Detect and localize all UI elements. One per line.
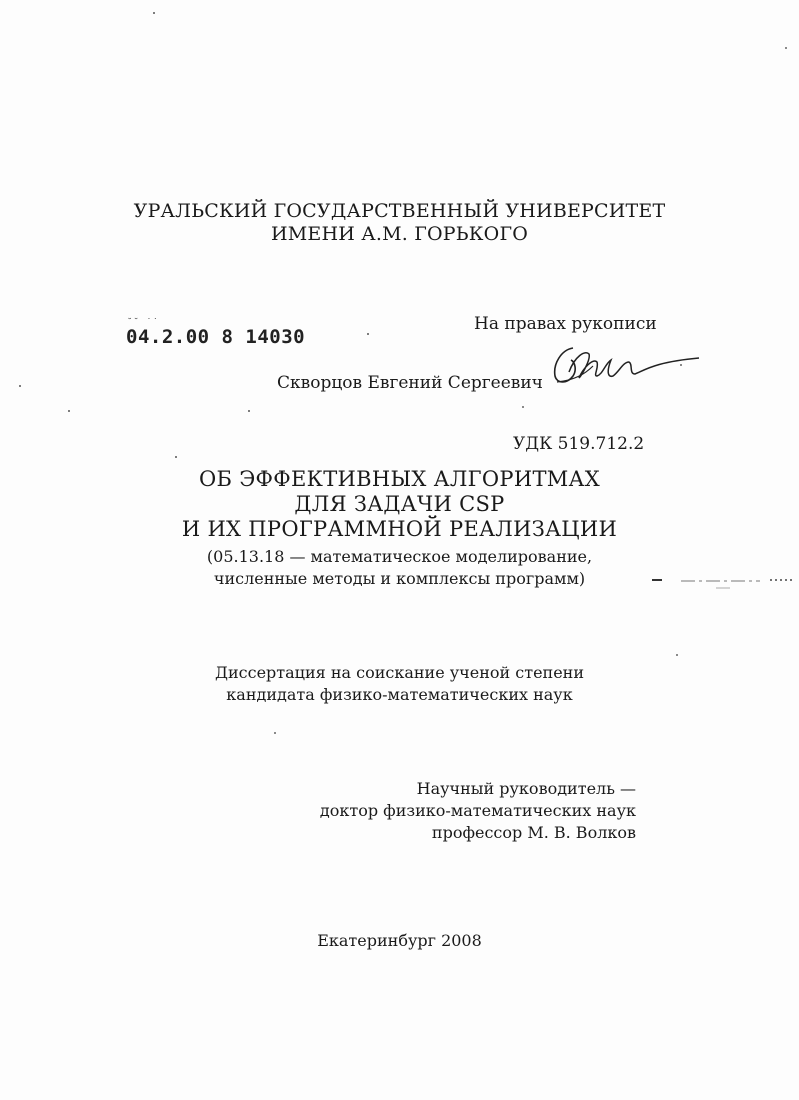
university-name-line2: ИМЕНИ А.М. ГОРЬКОГО	[270, 223, 529, 245]
thesis-title-line2: ДЛЯ ЗАДАЧИ CSP	[294, 492, 505, 516]
udk-code: УДК 519.712.2	[513, 434, 645, 454]
handwritten-signature	[545, 336, 705, 396]
rights-note: На правах рукописи	[474, 314, 657, 334]
specialty-line2: численные методы и комплексы программ)	[213, 569, 586, 588]
advisor-line3: профессор М. В. Волков	[431, 823, 636, 842]
thesis-title-line1: ОБ ЭФФЕКТИВНЫХ АЛГОРИТМАХ	[198, 467, 601, 491]
stamp-marks: ˘˘ ˙˙	[127, 318, 160, 328]
author-name: Скворцов Евгений Сергеевич	[277, 373, 543, 393]
advisor-line1: Научный руководитель —	[416, 779, 636, 798]
university-name-line1: УРАЛЬСКИЙ ГОСУДАРСТВЕННЫЙ УНИВЕРСИТЕТ	[133, 200, 666, 222]
dissertation-line2: кандидата физико-математических наук	[226, 685, 573, 704]
city-year: Екатеринбург 2008	[317, 931, 482, 950]
registration-stamp-number: 04.2.00 8 14030	[126, 326, 306, 348]
dissertation-line1: Диссертация на соискание ученой степени	[214, 663, 584, 682]
specialty-line1: (05.13.18 — математическое моделирование,	[206, 547, 593, 566]
advisor-line2: доктор физико-математических наук	[319, 801, 636, 820]
thesis-title-line3: И ИХ ПРОГРАММНОЙ РЕАЛИЗАЦИИ	[181, 517, 618, 541]
